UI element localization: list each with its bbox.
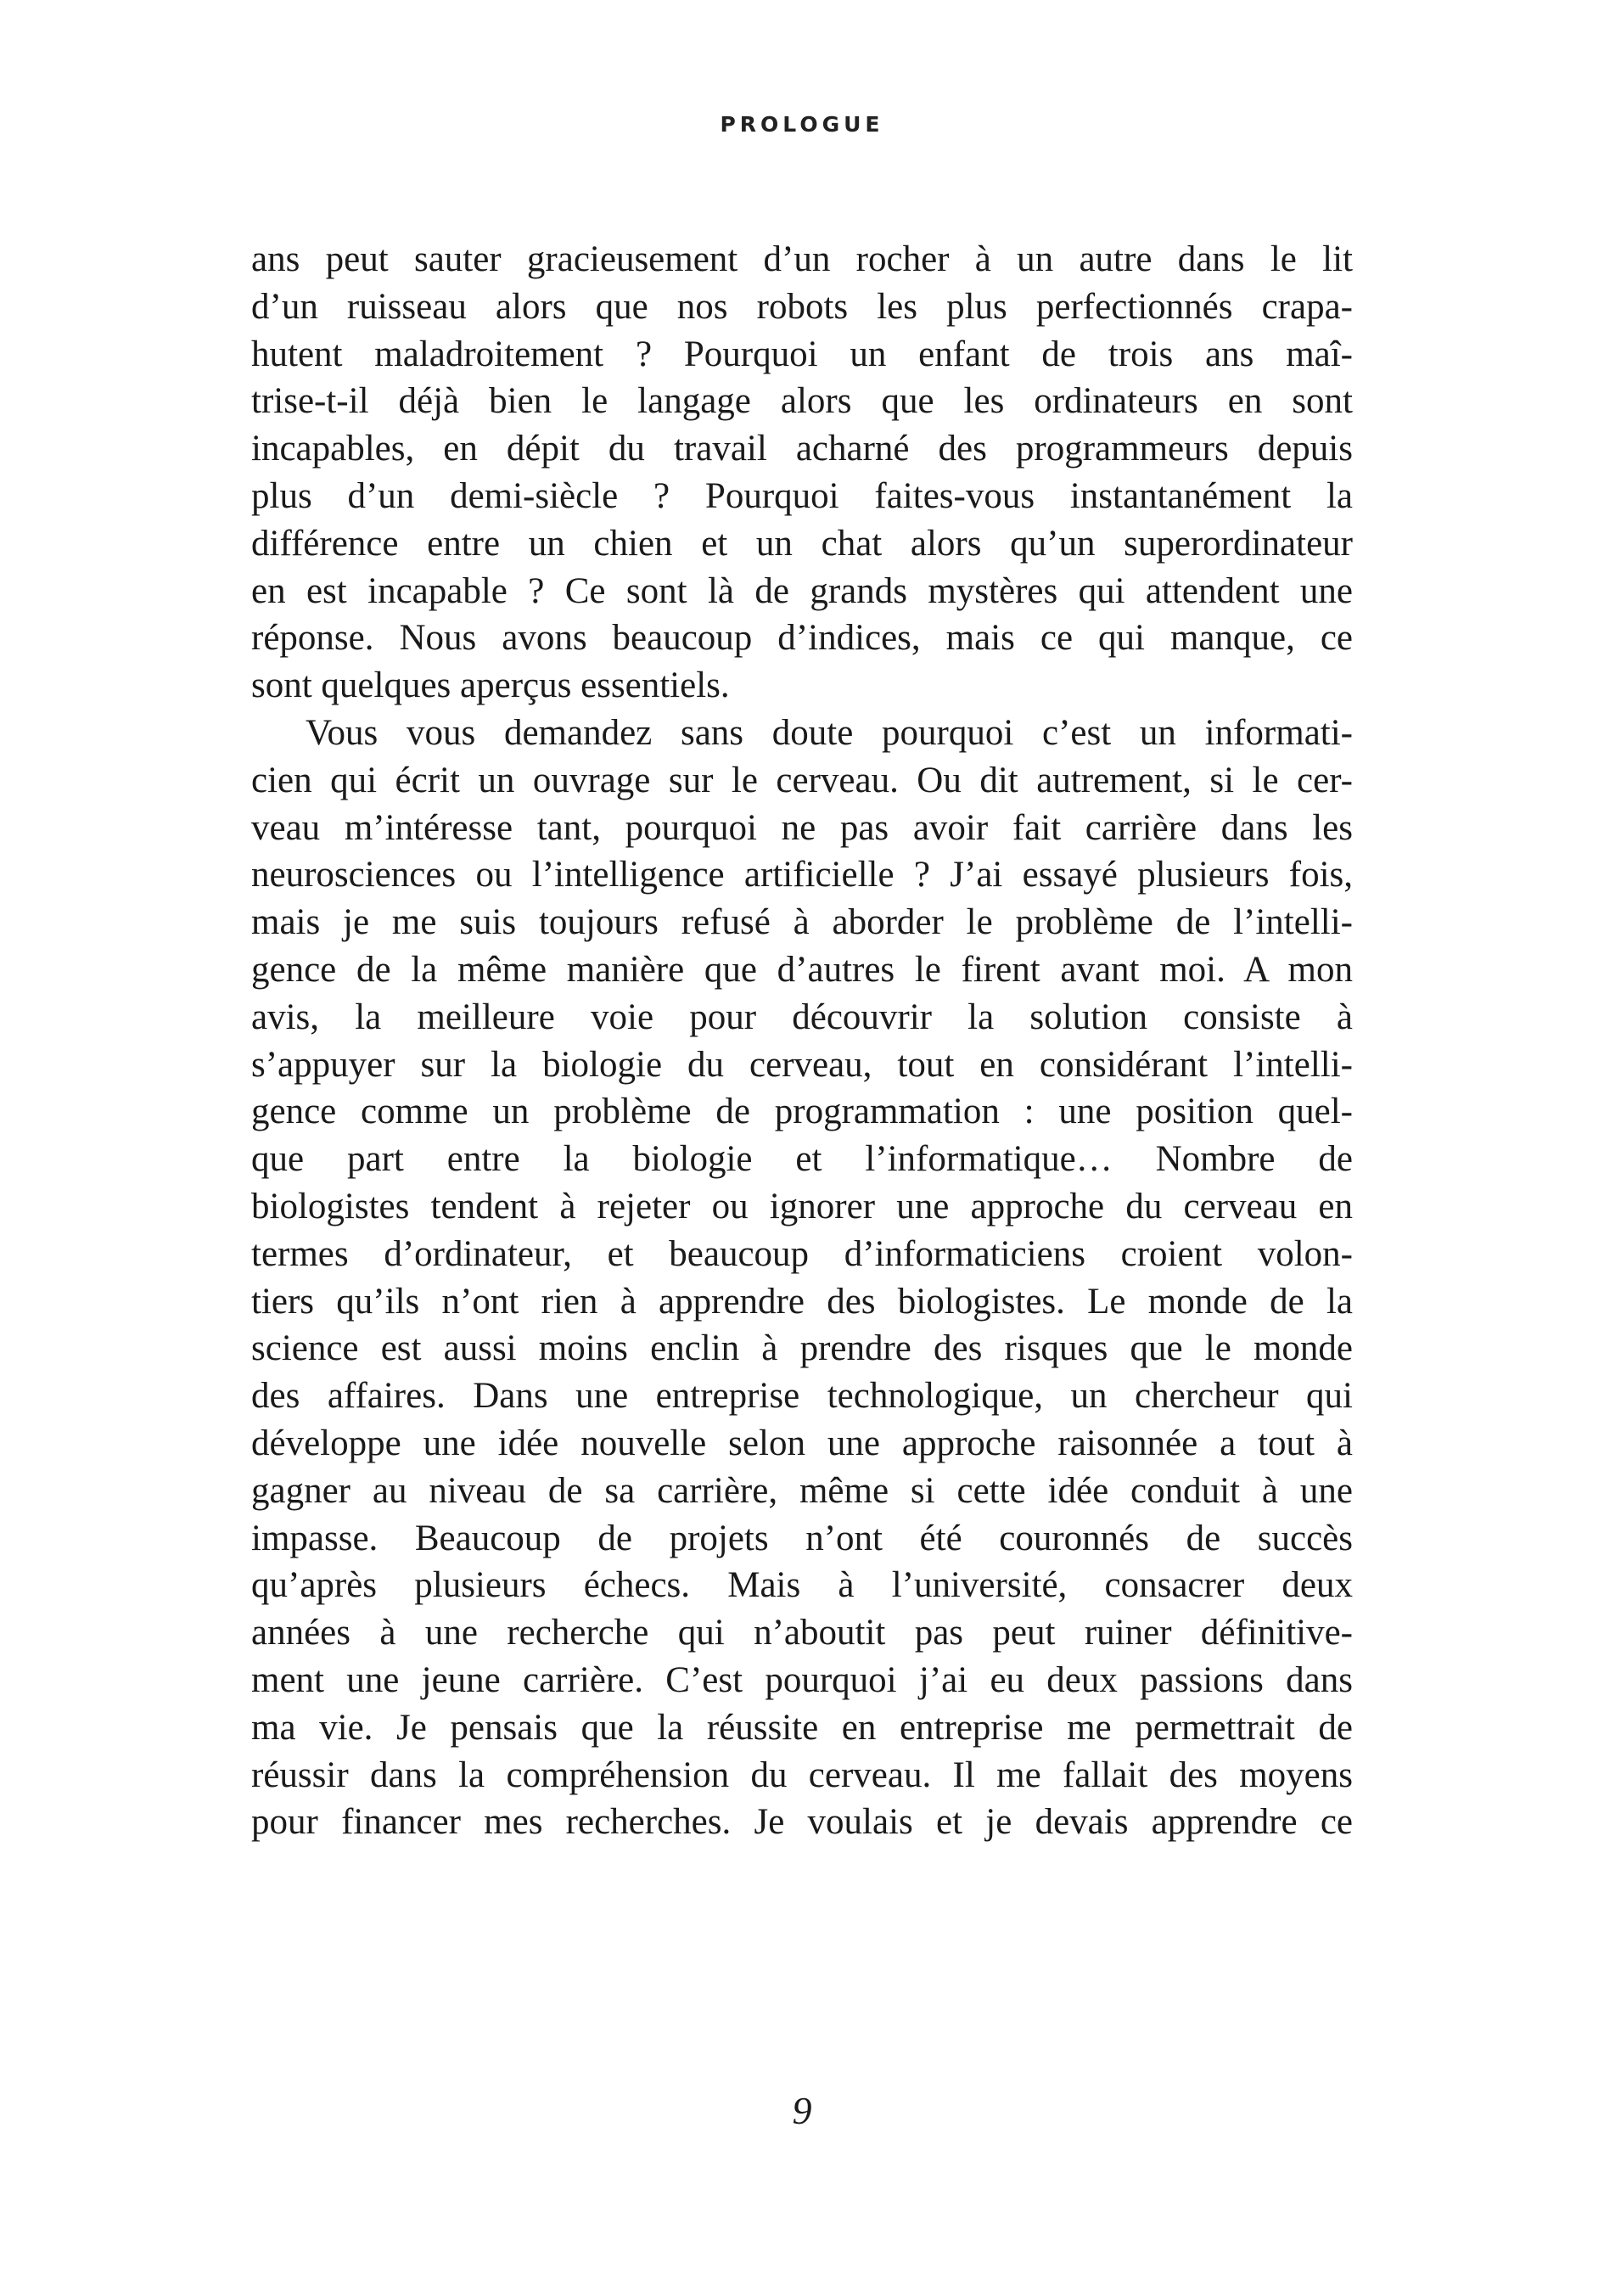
paragraph xyxy=(251,236,1353,710)
body-text xyxy=(251,236,1353,1846)
text-line: science est aussi moins enclin à prendre des risques que le monde xyxy=(251,1328,1353,1369)
text-line: ment une jeune carrière. C’est pourquoi j’ai eu deux passions dans xyxy=(251,1659,1353,1700)
text-line: d’un ruisseau alors que nos robots les plus perfectionnés crapa- xyxy=(251,286,1353,327)
text-line: termes d’ordinateur, et beaucoup d’informaticiens croient volon- xyxy=(251,1233,1353,1274)
text-line: réponse. Nous avons beaucoup d’indices, mais ce qui manque, ce xyxy=(251,618,1353,659)
text-line: pour financer mes recherches. Je voulais et je devais apprendre ce xyxy=(251,1802,1353,1843)
text-line: ans peut sauter gracieusement d’un rocher à un autre dans le lit xyxy=(251,239,1353,279)
text-line: plus d’un demi-siècle ? Pourquoi faites-vous instantanément la xyxy=(251,475,1353,516)
text-line: réussir dans la compréhension du cerveau. Il me fallait des moyens xyxy=(251,1754,1353,1795)
text-line: gence comme un problème de programmation : une position quel- xyxy=(251,1092,1353,1132)
running-head: PROLOGUE xyxy=(720,112,884,137)
text-line: différence entre un chien et un chat alors qu’un superordinateur xyxy=(251,523,1353,564)
text-line: incapables, en dépit du travail acharné des programmeurs depuis xyxy=(251,429,1353,469)
text-line: en est incapable ? Ce sont là de grands mystères qui attendent une xyxy=(251,570,1353,611)
text-line: tiers qu’ils n’ont rien à apprendre des biologistes. Le monde de la xyxy=(251,1281,1353,1322)
text-line: ma vie. Je pensais que la réussite en entreprise me permettrait de xyxy=(251,1707,1353,1748)
text-line: mais je me suis toujours refusé à aborder le problème de l’intelli- xyxy=(251,902,1353,943)
text-line: trise-t-il déjà bien le langage alors que les ordinateurs en sont xyxy=(251,381,1353,422)
text-line: années à une recherche qui n’aboutit pas peut ruiner définitive- xyxy=(251,1613,1353,1653)
text-line: impasse. Beaucoup de projets n’ont été couronnés de succès xyxy=(251,1518,1353,1558)
text-line: gagner au niveau de sa carrière, même si cette idée conduit à une xyxy=(251,1470,1353,1511)
text-line: veau m’intéresse tant, pourquoi ne pas avoir fait carrière dans les xyxy=(251,807,1353,848)
text-line: hutent maladroitement ? Pourquoi un enfant de trois ans maî- xyxy=(251,334,1353,374)
text-line: biologistes tendent à rejeter ou ignorer une approche du cerveau en xyxy=(251,1186,1353,1227)
text-line: avis, la meilleure voie pour découvrir la solution consiste à xyxy=(251,996,1353,1037)
text-line: développe une idée nouvelle selon une approche raisonnée a tout à xyxy=(251,1423,1353,1463)
text-line: s’appuyer sur la biologie du cerveau, tout en considérant l’intelli- xyxy=(251,1044,1353,1085)
paragraph xyxy=(251,710,1353,1846)
text-line: sont quelques aperçus essentiels. xyxy=(251,665,730,706)
text-line: gence de la même manière que d’autres le firent avant moi. A mon xyxy=(251,949,1353,990)
text-line: qu’après plusieurs échecs. Mais à l’université, consacrer deux xyxy=(251,1565,1353,1606)
text-line: que part entre la biologie et l’informatique… Nombre de xyxy=(251,1139,1353,1180)
page-number: 9 xyxy=(792,2089,812,2132)
text-line: cien qui écrit un ouvrage sur le cerveau. Ou dit autrement, si le cer- xyxy=(251,760,1353,800)
text-line: des affaires. Dans une entreprise technologique, un chercheur qui xyxy=(251,1376,1353,1417)
text-line: Vous vous demandez sans doute pourquoi c’est un informati- xyxy=(306,712,1353,753)
text-line: neurosciences ou l’intelligence artificielle ? J’ai essayé plusieurs fois, xyxy=(251,855,1353,895)
